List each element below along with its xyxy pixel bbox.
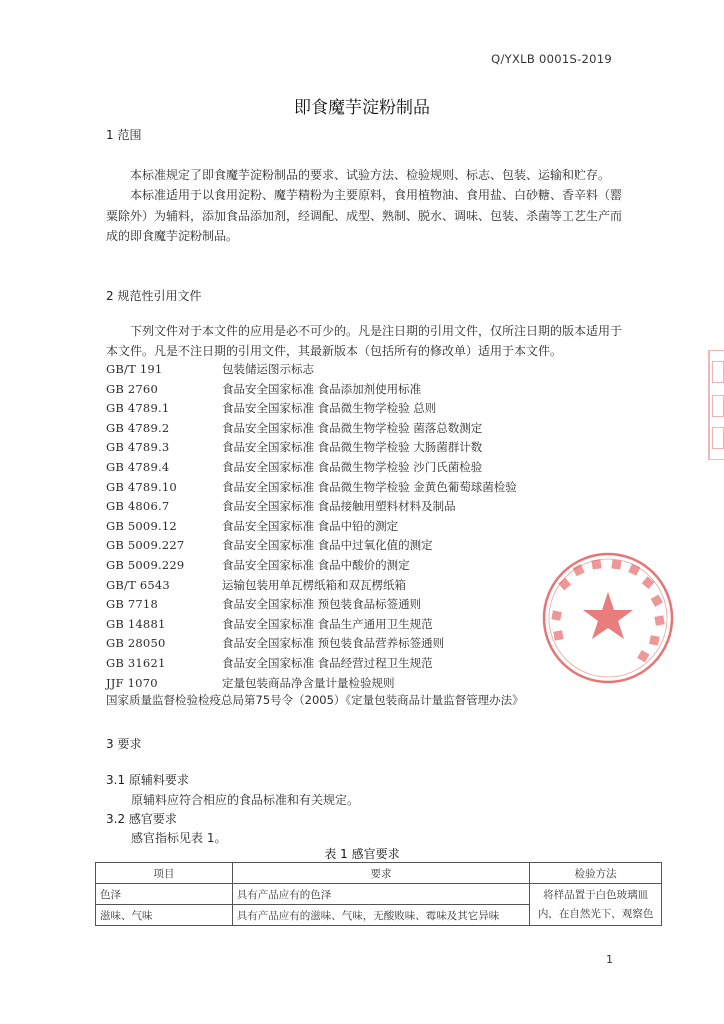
- reference-row: [106, 654, 433, 674]
- reference-title: 食品安全国家标准 预包装食品营养标签通则: [222, 636, 445, 651]
- reference-title: 食品安全国家标准 食品微生物学检验 总则: [222, 401, 437, 416]
- method-text: 将样品置于白色玻璃皿内，在自然光下，观察色: [537, 888, 654, 920]
- regulation-note: 国家质量监督检验检疫总局第75号令（2005）《定量包装商品计量监督管理办法》: [106, 693, 524, 707]
- reference-row: [106, 458, 482, 478]
- reference-code: GB/T 6543: [106, 577, 170, 592]
- reference-title: 食品安全国家标准 食品经营过程卫生规范: [222, 656, 433, 670]
- reference-title: 运输包装用单瓦楞纸箱和双瓦楞纸箱: [222, 577, 406, 592]
- reference-title: 食品安全国家标准 食品中过氧化值的测定: [222, 538, 433, 553]
- reference-row: [106, 674, 395, 694]
- table-cell-item: 滋味、气味: [96, 905, 233, 926]
- sensory-text: 感官指标见表 1。: [131, 831, 227, 845]
- edge-seal-mark: [708, 350, 724, 460]
- reference-row: [106, 497, 456, 517]
- sensory-table: [95, 862, 662, 926]
- table-header-row: [96, 863, 662, 884]
- section-heading-scope: 1 范围: [106, 128, 142, 142]
- reference-row: [106, 419, 482, 439]
- table-row: [96, 884, 662, 905]
- reference-title: 食品安全国家标准 食品添加剂使用标准: [222, 381, 422, 396]
- reference-code: GB 28050: [106, 636, 166, 651]
- reference-code: GB 4806.7: [106, 499, 170, 514]
- scope-paragraphs: [106, 165, 626, 247]
- table-cell-requirement: 具有产品应有的滋味、气味，无酸败味、霉味及其它异味: [232, 905, 529, 926]
- reference-title: 食品安全国家标准 食品微生物学检验 菌落总数测定: [222, 420, 483, 435]
- reference-code: GB 4789.4: [106, 460, 170, 474]
- reference-title: 食品安全国家标准 食品微生物学检验 大肠菌群计数: [222, 440, 483, 455]
- reference-code: JJF 1070: [106, 675, 158, 690]
- table-header-item: 项目: [96, 863, 233, 884]
- table-cell-item: 色泽: [96, 884, 233, 905]
- reference-title: 定量包装商品净含量计量检验规则: [222, 675, 395, 690]
- section-heading-requirements: 3 要求: [106, 737, 142, 751]
- reference-row: [106, 576, 406, 596]
- reference-title: 包装储运图示标志: [222, 362, 314, 376]
- reference-code: GB 4789.10: [106, 479, 177, 494]
- reference-row: [106, 615, 433, 635]
- reference-row: [106, 536, 433, 556]
- reference-row: [106, 595, 421, 615]
- reference-row: [106, 380, 421, 400]
- company-seal-icon: [540, 550, 676, 686]
- table-caption: 表 1 感官要求: [324, 847, 400, 861]
- reference-code: GB 4789.3: [106, 440, 170, 455]
- reference-title: 食品安全国家标准 食品中酸价的测定: [222, 558, 410, 572]
- reference-row: [106, 556, 410, 576]
- reference-title: 食品安全国家标准 食品生产通用卫生规范: [222, 616, 433, 631]
- reference-title: 食品安全国家标准 食品接触用塑料材料及制品: [222, 499, 456, 514]
- table-header-method: 检验方法: [530, 863, 662, 884]
- table-cell-method: [530, 884, 662, 926]
- reference-code: GB/T 191: [106, 362, 163, 376]
- reference-code: GB 31621: [106, 656, 166, 670]
- reference-row: [106, 517, 398, 537]
- reference-code: GB 4789.1: [106, 401, 170, 416]
- scope-paragraph: 本标准规定了即食魔芋淀粉制品的要求、试验方法、检验规则、标志、包装、运输和贮存。: [130, 168, 611, 182]
- reference-row: [106, 438, 482, 458]
- document-title: 即食魔芋淀粉制品: [294, 98, 430, 118]
- references-intro-text: 下列文件对于本文件的应用是必不可少的。凡是注日期的引用文件，仅所注日期的版本适用于本文件。凡是不注日期的引用文件，其最新版本（包括所有的修改单）适用于本文件。: [106, 324, 623, 359]
- reference-row: [106, 360, 314, 380]
- reference-row: [106, 634, 444, 654]
- reference-code: GB 5009.227: [106, 538, 185, 553]
- reference-code: GB 5009.229: [106, 558, 185, 572]
- subsection-heading-raw-materials: 3.1 原辅料要求: [106, 773, 189, 787]
- reference-title: 食品安全国家标准 食品中铅的测定: [222, 518, 399, 533]
- page-number: 1: [606, 953, 613, 966]
- references-intro: [106, 321, 626, 362]
- reference-code: GB 4789.2: [106, 420, 170, 435]
- reference-title: 食品安全国家标准 预包装食品标签通则: [222, 597, 422, 612]
- reference-title: 食品安全国家标准 食品微生物学检验 金黄色葡萄球菌检验: [222, 479, 517, 494]
- table-cell-requirement: 具有产品应有的色泽: [232, 884, 529, 905]
- reference-code: GB 2760: [106, 381, 158, 396]
- subsection-heading-sensory: 3.2 感官要求: [106, 812, 177, 826]
- reference-row: [106, 478, 517, 498]
- reference-title: 食品安全国家标准 食品微生物学检验 沙门氏菌检验: [222, 460, 483, 474]
- reference-code: GB 7718: [106, 597, 158, 612]
- reference-row: [106, 399, 436, 419]
- standard-code: Q/YXLB 0001S-2019: [491, 52, 612, 66]
- reference-code: GB 14881: [106, 616, 166, 631]
- scope-paragraph: 本标准适用于以食用淀粉、魔芋精粉为主要原料，食用植物油、食用盐、白砂糖、香辛料（罂粟除外）为辅料，添加食品添加剂，经调配、成型、熟制、脱水、调味、包装、杀菌等工艺生产而成的即食魔芋淀粉制品。: [106, 188, 623, 244]
- raw-materials-text: 原辅料应符合相应的食品标准和有关规定。: [131, 793, 360, 807]
- section-heading-references: 2 规范性引用文件: [106, 289, 202, 303]
- reference-code: GB 5009.12: [106, 518, 177, 533]
- table-header-requirement: 要求: [232, 863, 529, 884]
